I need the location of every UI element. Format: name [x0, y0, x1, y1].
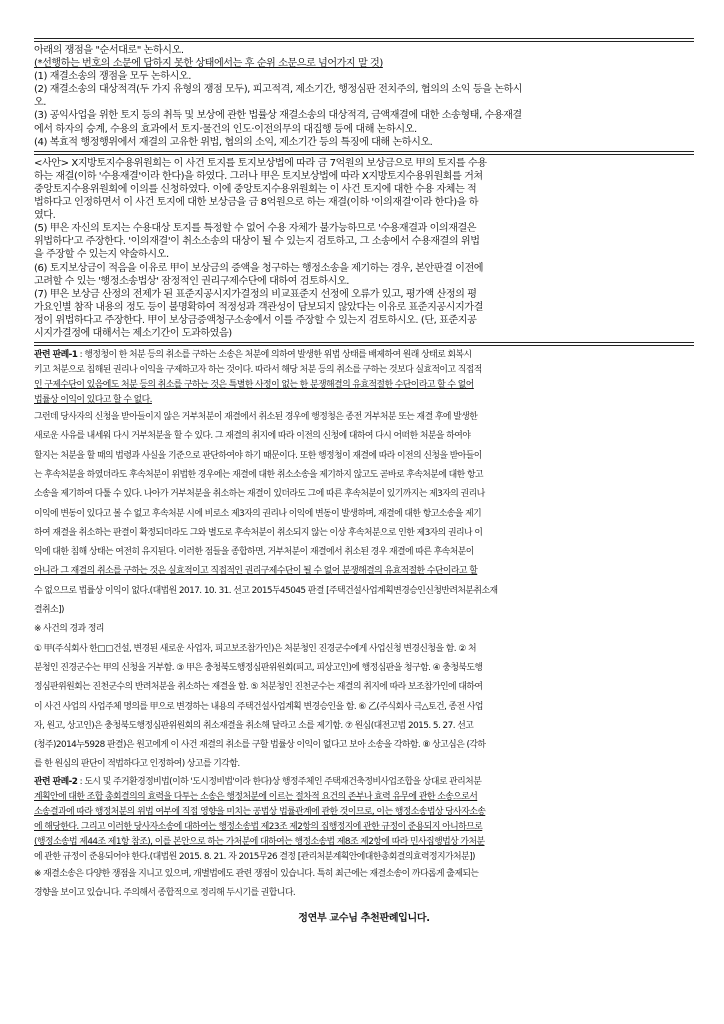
bottom-divider: [34, 342, 694, 346]
case-block: [34, 157, 694, 340]
instruction-note: (*선행하는 번호의 소문에 답하지 못한 상태에서는 후 순위 소문으로 넘어가지 말 것): [34, 58, 383, 70]
ruling-line: 는 후속처분을 하였더라도 후속처분이 위법한 경우에는 재결에 대한 취소소송을 제기하지 않고도 곧바로 후속처분에 대한 항고: [34, 469, 484, 480]
ruling-line: 인 구제수단이 있음에도 처분 등의 취소를 구하는 것은 특별한 사정이 없는 한 분쟁해결의 유효적절한 수단이라고 할 수 없어: [34, 380, 474, 391]
ruling-line: 아니라 그 재결의 취소를 구하는 것은 실효적이고 직접적인 권리구제수단이 될 수 없어 분쟁해결의 유효적절한 수단이라고 할: [34, 566, 478, 577]
ruling-line: 소송결과에 따라 행정처분의 위법 여부에 직접 영향을 미치는 공법상 법률관계에 관한 것이므로, 이는 행정소송법상 당사자소송: [34, 806, 486, 817]
ruling-line: 익에 대한 침해 상태는 여전히 유지된다. 이러한 점들을 종합하면, 거부처분이 재결에서 취소된 경우 재결에 따른 후속처분이: [34, 547, 474, 558]
study-note-line: 경향을 보이고 있습니다. 주의해서 종합적으로 정리해 두시기를 권합니다.: [34, 888, 296, 898]
ruling-line: 하여 재결을 취소하는 판결이 확정되더라도 그와 별도로 후속처분이 취소되지 않는 이상 후속처분으로 인한 제3자의 권리나 이: [34, 527, 483, 538]
question-5: (5) 甲은 자신의 토지는 수용대상 토지를 특정할 수 없어 수용 자체가 불가능하므로 '수용재결과 이의재결은: [34, 223, 477, 235]
question-5: 을 주장할 수 있는지 약술하시오.: [34, 249, 169, 261]
instruction-line: (3) 공익사업을 위한 토지 등의 취득 및 보상에 관한 법률상 재결소송의 대상적격, 금액재결에 대한 소송형태, 수용재결: [34, 110, 522, 122]
case-line: 였다.: [34, 210, 56, 222]
ruling-line: 키고 처분으로 침해된 권리나 이익을 구제하고자 하는 것이다. 따라서 해당 처분 등의 취소를 구하는 것보다 실효적이고 직접적: [34, 365, 482, 376]
recommendation-footer: 정연부 교수님 추천판례입니다.: [298, 913, 430, 925]
case-history-line: 분청인 진경군수는 甲의 신청을 거부함. ③ 甲은 충청북도행정심판위원회(피고, 피상고인)에 행정심판을 청구함. ④ 충청북도행: [34, 662, 483, 673]
question-7: 정이 위법하다고 주장한다. 甲이 보상금증액청구소송에서 이를 주장할 수 있는지 검토하시오. (단, 표준지공: [34, 314, 477, 326]
case-line: 중앙토지수용위원회에 이의를 신청하였다. 이에 중앙토지수용위원회는 이 사건 토지에 대한 수용 자체는 적: [34, 183, 477, 195]
question-5: 위법하다'고 주장한다. '이의재결'이 취소소송의 대상이 될 수 있는지 검토하고, 그 소송에서 수용재결의 위법: [34, 236, 480, 248]
study-note-line: ※ 재결소송은 다양한 쟁점을 지니고 있으며, 개별법에도 관련 쟁점이 있습니다. 특히 최근에는 재결소송이 까다롭게 출제되는: [34, 868, 479, 879]
ruling-line: 계획안에 대한 조합 총회결의의 효력을 다투는 소송은 행정처분에 이르는 절차적 요건의 존부나 효력 유무에 관한 소송으로서: [34, 791, 478, 802]
ruling-line: 이익에 변동이 있다고 볼 수 없고 후속처분 시에 비로소 제3자의 권리나 이익에 변동이 발생하며, 재결에 대한 항고소송을 제기: [34, 508, 482, 519]
question-6: 고려할 수 있는 '행정소송법상' 잠정적인 권리구제수단에 대하여 검토하시오.: [34, 275, 350, 287]
case-history-line: 정심판위원회는 진천군수의 반려처분을 취소하는 재결을 함. ⑤ 처분청인 진천군수는 재결의 취지에 따라 보조참가인에 대하여: [34, 682, 483, 693]
ruling-line: 새로운 사유를 내세워 다시 거부처분을 할 수 있다. 그 재결의 취지에 따라 이전의 신청에 대하여 다시 어떠한 처분을 하여야: [34, 431, 471, 442]
ruling-2-label: 관련 판례-2: [34, 776, 78, 787]
case-history-line: ① 甲(주식회사 한□□건설, 변경된 새로운 사업자, 피고보조참가인)은 처분청인 진경군수에게 사업신청 변경신청을 함. ② 처: [34, 643, 477, 654]
ruling-line: 결취소]): [34, 605, 64, 616]
question-7: 시지가결정에 대해서는 제소기간이 도과하였음): [34, 327, 232, 339]
case-line: <사안> X지방토지수용위원회는 이 사건 토지를 토지보상법에 따라 금 7억원의 보상금으로 甲의 토지를 수용: [34, 157, 487, 169]
ruling-line: 그런데 당사자의 신청을 받아들이지 않은 거부처분이 재결에서 취소된 경우에 행정청은 종전 거부처분 또는 재결 후에 발생한: [34, 412, 478, 423]
ruling-line: 할지는 처분을 할 때의 법령과 사실을 기준으로 판단하여야 하기 때문이다. 또한 행정청이 재결에 따라 이전의 신청을 받아들이: [34, 450, 482, 461]
question-6: (6) 토지보상금이 적음을 이유로 甲이 보상금의 증액을 청구하는 행정소송을 제기하는 경우, 본안판결 이전에: [34, 262, 484, 274]
case-history-line: 를 한 원심의 판단이 적법하다고 인정하여) 상고를 기각함.: [34, 759, 240, 770]
ruling-line: : 도시 및 주거환경정비법(이하 '도시정비법'이라 한다)상 행정주체인 주택재건축정비사업조합을 상대로 관리처분: [77, 776, 482, 787]
ruling-2-block: [34, 775, 694, 865]
case-history-title: ※ 사건의 경과 정리: [34, 624, 104, 635]
top-divider: [34, 38, 694, 42]
ruling-line: (행정소송법 제44조 제1항 참조), 이를 본안으로 하는 가처분에 대하여는 행정소송법 제8조 제2항에 따라 민사집행법상 가처분: [34, 836, 485, 847]
instruction-line: (1) 재결소송의 쟁점을 모두 논하시오.: [34, 71, 191, 83]
study-note: [34, 865, 694, 904]
ruling-line: 에 해당한다. 그리고 이러한 당사자소송에 대하여는 행정소송법 제23조 제2항의 집행정지에 관한 규정이 준용되지 아니하므로: [34, 821, 483, 832]
middle-divider: [34, 151, 694, 155]
ruling-line: : 행정청이 한 처분 등의 취소를 구하는 소송은 처분에 의하여 발생한 위법 상태를 배제하여 원래 상태로 회복시: [77, 350, 472, 361]
case-line: 하는 재결(이하 '수용재결'이라 한다)을 하였다. 그러나 甲은 토지보상법에 따라 X지방토지수용위원회를 거쳐: [34, 170, 483, 182]
ruling-line: 수 없으므로 법률상 이익이 없다.(대법원 2017. 10. 31. 선고 2015두45045 판결 [주택건설사업계획변경승인신청반려처분취소재: [34, 585, 498, 596]
ruling-line: 에 관한 규정이 준용되어야 한다.(대법원 2015. 8. 21. 자 2015무26 결정 [관리처분계획안에대한총회결의효력정지가처분]): [34, 851, 475, 862]
case-history-line: 자, 원고, 상고인)은 충청북도행정심판위원회의 취소재결을 취소해 달라고 소를 제기함. ⑦ 원심(대전고법 2015. 5. 27. 선고: [34, 720, 474, 731]
instruction-line: (2) 재결소송의 대상적격(두 가지 유형의 쟁점 모두), 피고적격, 제소기간, 행정심판 전치주의, 협의의 소익 등을 논하시: [34, 84, 523, 96]
instruction-line: 에서 하자의 승계, 수용의 효과에서 토지·물건의 인도·이전의무의 대집행 등에 대해 논하시오.: [34, 123, 417, 135]
case-history-line: 이 사건 사업의 사업주체 명의를 甲으로 변경하는 내용의 주택건설사업계획 변경승인을 함. ⑥ 乙(주식회사 극△토건, 종전 사업: [34, 701, 483, 712]
ruling-1-label: 관련 판례-1: [34, 350, 78, 361]
instructions-block: [34, 44, 694, 149]
document-page: [34, 36, 694, 924]
instruction-line: (4) 복효적 행정행위에서 재결의 고유한 위법, 협의의 소익, 제소기간 등의 특징에 대해 논하시오.: [34, 136, 433, 148]
case-line: 법하다고 인정하면서 이 사건 토지에 대한 보상금을 금 8억원으로 하는 재결(이하 '이의재결'이라 한다)을 하: [34, 197, 479, 209]
ruling-1-block: [34, 348, 694, 620]
case-history-line: (청주)2014누5928 판결)은 원고에게 이 사건 재결의 취소를 구할 법률상 이익이 없다고 보아 소송을 각하함. ⑧ 상고심은 (각하: [34, 740, 486, 751]
ruling-line: 소송을 제기하여 다툴 수 있다. 나아가 거부처분을 취소하는 재결이 있더라도 그에 따른 후속처분이 있기까지는 제3자의 권리나: [34, 489, 485, 500]
case-history-block: [34, 620, 694, 774]
ruling-line: 법률상 이익이 있다고 할 수 없다.: [34, 395, 152, 406]
question-7: 가요인별 참작 내용의 정도 등이 불명확하여 적정성과 객관성이 담보되지 않았다는 이유로 표준지공시지가결: [34, 301, 483, 313]
question-7: (7) 甲은 보상금 산정의 전제가 된 표준지공시지가결정의 비교표준지 선정에 오류가 있고, 평가액 산정의 평: [34, 288, 477, 300]
instruction-line: 오.: [34, 97, 47, 109]
instruction-line: 아래의 쟁점을 "순서대로" 논하시오.: [34, 45, 184, 56]
